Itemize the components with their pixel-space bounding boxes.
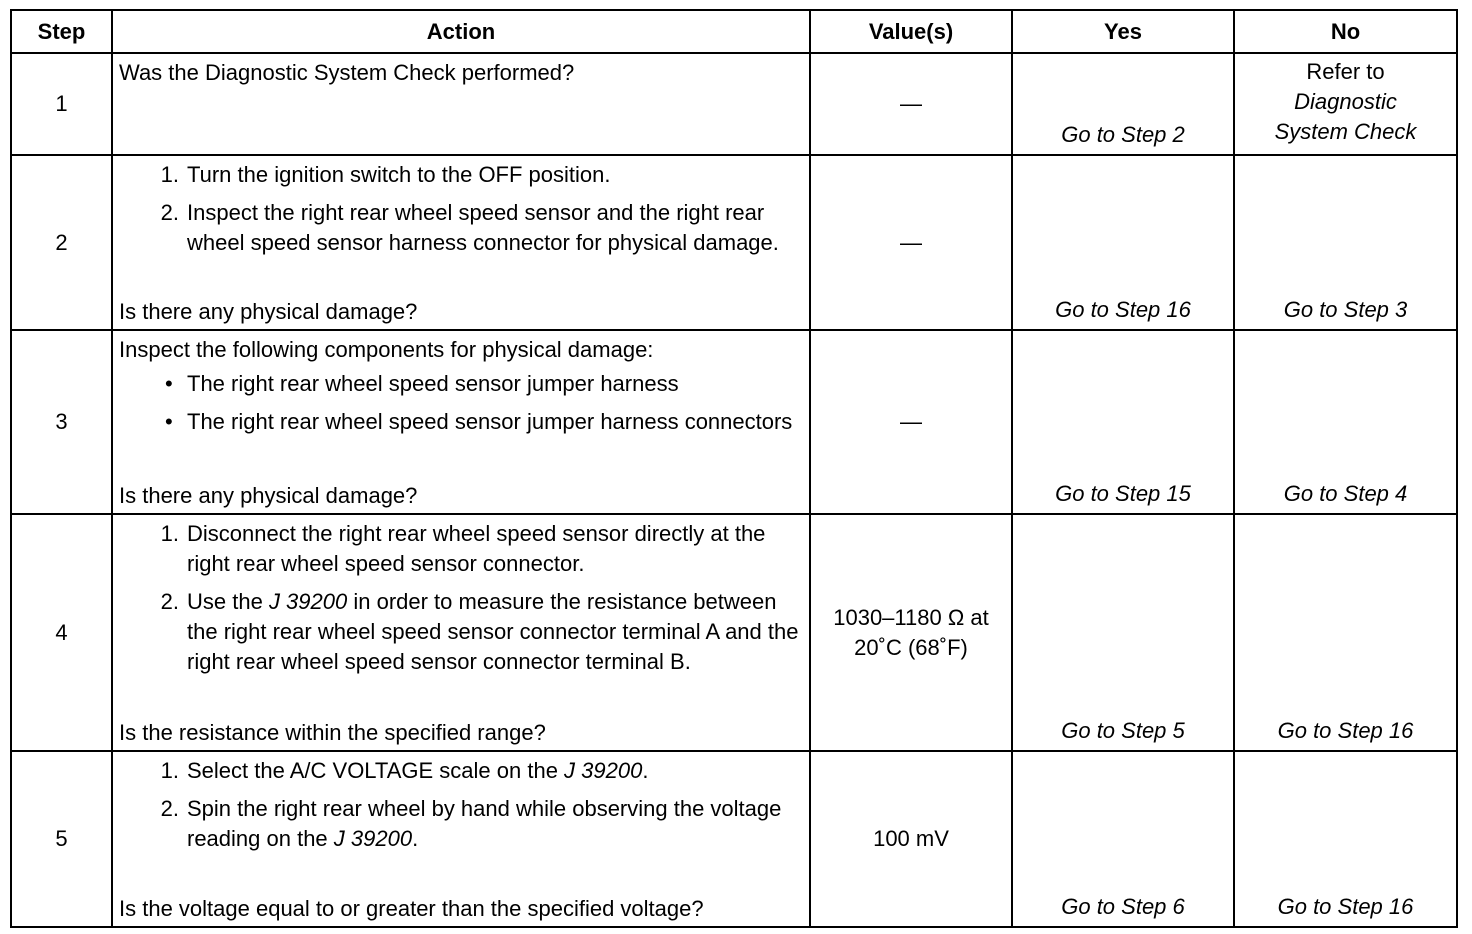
action-cell — [112, 53, 810, 155]
header-step: Step — [11, 10, 112, 53]
component-list — [119, 369, 801, 445]
value-cell: — — [810, 53, 1012, 155]
no-cell: Go to Step 16 — [1234, 514, 1457, 751]
no-line-2: Diagnostic — [1294, 89, 1397, 114]
diagnostic-table — [10, 9, 1458, 928]
action-question: Is there any physical damage? — [119, 483, 418, 508]
action-step-item: 1. Disconnect the right rear wheel speed sensor directly at the right rear wheel speed sensor connector. — [160, 521, 766, 576]
action-question: Is there any physical damage? — [119, 299, 418, 324]
header-action: Action — [112, 10, 810, 53]
step-number: 5 — [11, 751, 112, 927]
action-steps — [119, 160, 801, 266]
action-question: Is the voltage equal to or greater than the specified voltage? — [119, 896, 704, 921]
value-line-1: 1030–1180 Ω at — [833, 604, 989, 630]
step-number: 3 — [11, 330, 112, 514]
header-yes: Yes — [1012, 10, 1234, 53]
value-cell — [810, 514, 1012, 751]
header-no: No — [1234, 10, 1457, 53]
header-values: Value(s) — [810, 10, 1012, 53]
value-line-2: 20˚C (68˚F) — [854, 634, 968, 660]
no-cell: Go to Step 3 — [1234, 155, 1457, 330]
list-item: • The right rear wheel speed sensor jumper harness — [153, 369, 801, 399]
no-line-3: System Check — [1274, 119, 1417, 144]
no-line-1: Refer to — [1306, 59, 1385, 84]
table-row-step-5 — [11, 751, 1457, 927]
yes-cell: Go to Step 6 — [1012, 751, 1234, 927]
no-cell: Go to Step 4 — [1234, 330, 1457, 514]
step-number: 2 — [11, 155, 112, 330]
table-row-step-3 — [11, 330, 1457, 514]
value-cell: — — [810, 330, 1012, 514]
bullet-icon: • — [165, 371, 173, 396]
yes-cell: Go to Step 2 — [1012, 53, 1234, 155]
tool-reference: J 39200 — [333, 826, 413, 851]
tool-reference: J 39200 — [268, 589, 348, 614]
action-step-item: 1. Turn the ignition switch to the OFF position. — [160, 162, 611, 187]
action-cell — [112, 751, 810, 927]
table-row-step-4 — [11, 514, 1457, 751]
no-cell — [1234, 53, 1457, 155]
list-item: • The right rear wheel speed sensor jumper harness connectors — [153, 407, 801, 437]
table-row-step-1 — [11, 53, 1457, 155]
action-step-item: 2. Use the J 39200 in order to measure the resistance between the right rear wheel speed sensor connector terminal A and the right rear wheel speed sensor connector terminal B. — [160, 589, 799, 674]
action-step-item: 2. Spin the right rear wheel by hand while observing the voltage reading on the J 39200. — [160, 796, 782, 851]
value-cell: — — [810, 155, 1012, 330]
value-cell: 100 mV — [810, 751, 1012, 927]
action-step-item: 2. Inspect the right rear wheel speed sensor and the right rear wheel speed sensor harness connector for physical damage. — [160, 200, 779, 255]
tool-reference: J 39200 — [564, 758, 643, 783]
action-step-item: 1. Select the A/C VOLTAGE scale on the J 39200. — [160, 758, 649, 783]
bullet-icon: • — [165, 409, 173, 434]
action-steps — [119, 756, 801, 862]
action-cell — [112, 155, 810, 330]
action-steps — [119, 519, 801, 685]
table-row-step-2 — [11, 155, 1457, 330]
header-row — [11, 10, 1457, 53]
action-question: Was the Diagnostic System Check performed? — [119, 60, 575, 85]
yes-cell: Go to Step 16 — [1012, 155, 1234, 330]
action-question: Is the resistance within the specified range? — [119, 720, 546, 745]
yes-cell: Go to Step 5 — [1012, 514, 1234, 751]
step-number: 4 — [11, 514, 112, 751]
action-cell — [112, 330, 810, 514]
yes-cell: Go to Step 15 — [1012, 330, 1234, 514]
step-number: 1 — [11, 53, 112, 155]
no-cell: Go to Step 16 — [1234, 751, 1457, 927]
action-intro: Inspect the following components for physical damage: — [119, 337, 654, 362]
action-cell — [112, 514, 810, 751]
